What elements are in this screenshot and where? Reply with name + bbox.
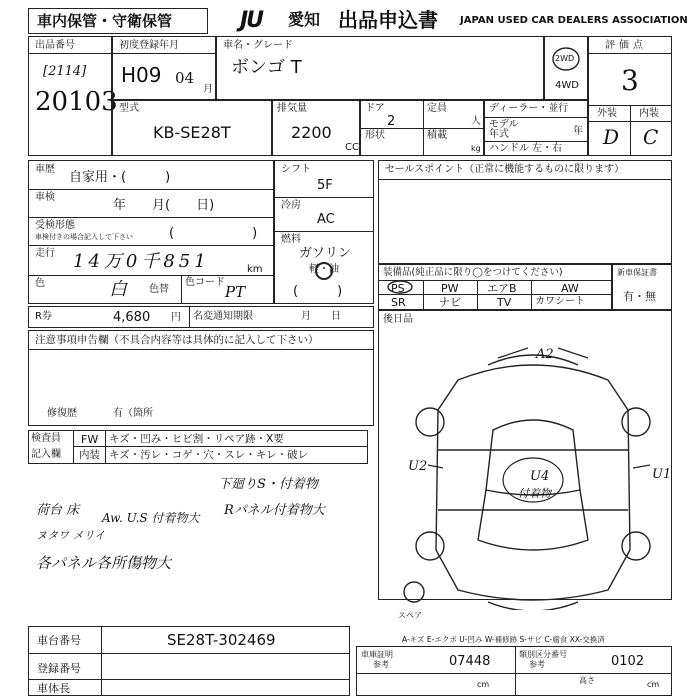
two-wd: 2WD: [555, 54, 575, 63]
displacement-value: 2200: [291, 123, 332, 142]
reference-value: 07448: [449, 654, 491, 669]
option-aw: AW: [561, 282, 579, 295]
warranty-label: 新車保証書: [617, 268, 657, 277]
model-box: [216, 36, 544, 100]
lot-box: [28, 36, 118, 156]
diagram-u4: U4: [530, 469, 550, 484]
tax-label: R券: [35, 311, 52, 322]
model-label: 車名・グレード: [223, 40, 293, 51]
capacity-label: 定員: [427, 103, 447, 114]
inspector-label: 検査員: [31, 433, 61, 444]
color-label: 色: [35, 278, 45, 289]
note-line-1: 下廻りS・付着物: [218, 477, 318, 492]
diagram-u4-note: 付着物: [518, 487, 551, 500]
expiry-label: 名変通知期限: [193, 311, 253, 322]
usage-label: 車歴: [35, 164, 55, 175]
chassis-value: SE28T-302469: [167, 631, 276, 649]
warranty-value: 有・無: [623, 290, 656, 303]
model-name: ボンゴ T: [231, 57, 302, 78]
exterior-grade: D: [603, 125, 620, 149]
lot-label: 出品番号: [35, 40, 75, 51]
chassis-label: 車台番号: [37, 634, 81, 647]
damage-legend: A-キズ E-エクボ U-凹み W-補修跡 S-サビ C-腐食 XX-交換済: [402, 635, 605, 644]
note-line-5: ヌタワ メリイ: [36, 529, 106, 542]
model-year-sub: 年式: [489, 129, 509, 140]
received-note: 車検付きの場合記入して下さい: [35, 233, 133, 241]
cm-unit-2: cm: [647, 680, 660, 689]
storage-label-box: [28, 8, 208, 34]
spare-label: スペア: [398, 611, 422, 620]
year-unit: 年: [573, 126, 583, 137]
note-line-6: 各パネル各所傷物大: [36, 554, 172, 572]
dealer-label: ディーラー・並行: [489, 103, 569, 114]
capacity-unit: 人: [471, 116, 481, 127]
org-name: 愛知: [288, 10, 321, 29]
fuel-other: 軽・油: [309, 264, 339, 275]
interior-options: キズ・汚レ・コゲ・穴・スレ・キレ・破レ: [109, 449, 309, 461]
usage-value: 自家用・( ): [69, 170, 171, 185]
inspection-label: 車検: [35, 192, 55, 203]
option-seat: カワシート: [535, 296, 585, 307]
four-wd: 4WD: [555, 80, 579, 91]
fw-options: キズ・凹み・ヒビ割・リペア跡・X要: [109, 433, 284, 445]
ac-value: AC: [317, 212, 335, 227]
option-tv: TV: [497, 296, 512, 309]
expiry-value: 月 日: [301, 311, 341, 322]
warranty-box: [612, 264, 672, 310]
doors-label: ドア: [365, 103, 385, 114]
rating-score: 3: [621, 64, 639, 97]
note-line-2: 荷台 床: [36, 503, 80, 518]
color-value: 白: [109, 279, 127, 300]
reg-month-unit: 月: [203, 84, 213, 95]
first-reg-box: [112, 36, 216, 100]
ju-logo: JU: [240, 8, 263, 33]
reg2-label: 車体長: [37, 682, 70, 695]
tax-unit: 円: [171, 312, 181, 323]
rating-box: [588, 36, 672, 156]
org-english: JAPAN USED CAR DEALERS ASSOCIATION: [460, 15, 688, 26]
ps-circle-icon: [387, 280, 413, 294]
sales-point-label: セールスポイント（正常に機能するものに限ります）: [385, 164, 625, 175]
option-sr: SR: [391, 296, 406, 309]
notes-label: 注意事項申告欄（不具合内容等は具体的に記入して下さい）: [35, 334, 319, 346]
reg-label: 登録番号: [37, 662, 81, 675]
load-label: 積載: [427, 130, 447, 141]
first-reg-label: 初度登録年月: [119, 40, 179, 51]
interior-tag: 内装: [79, 449, 100, 461]
option-navi: ナビ: [439, 296, 461, 309]
lot-bracket: [2114]: [43, 64, 87, 79]
option-pw: PW: [441, 282, 459, 295]
category-label: 類別区分番号: [519, 650, 567, 659]
inspector-box: [28, 430, 368, 464]
fuel-value: ガソリン: [299, 246, 352, 261]
tax-value: 4,680: [113, 310, 151, 325]
handle-label: ハンドル 左・右: [489, 143, 563, 154]
exterior-label: 外装: [597, 108, 617, 119]
era-year: H09: [121, 63, 162, 87]
dealer-box: [484, 100, 588, 156]
option-ps: PS: [391, 282, 405, 295]
doors-value: 2: [387, 114, 396, 129]
received-value: ( ): [169, 226, 258, 241]
color-code-label: 色コード: [185, 277, 225, 288]
cm-unit-1: cm: [477, 680, 490, 689]
fuel-label: 燃料: [281, 234, 301, 245]
repaint-label: 色替: [149, 284, 169, 295]
reference-box: [356, 646, 672, 696]
repair-label: 修復歴: [47, 408, 77, 419]
shift-value: 5F: [317, 178, 333, 193]
height-label: 高さ: [579, 676, 595, 685]
diagram-a2: A2: [536, 347, 554, 362]
storage-label: 車内保管・守衛保管: [37, 12, 173, 30]
load-unit: kg: [471, 144, 481, 153]
equipment-box: [274, 160, 374, 304]
repair-value: 有（箇所: [113, 408, 153, 419]
displacement-box: [272, 100, 360, 156]
notes-box: [28, 330, 374, 426]
sheet-title: 出品申込書: [338, 8, 438, 32]
type-label: 型式: [119, 103, 139, 114]
doors-box: [360, 100, 484, 156]
drive-box: [544, 36, 588, 100]
category-ref: 参考: [529, 660, 545, 669]
entry-label: 記入欄: [31, 449, 61, 460]
category-value: 0102: [611, 654, 645, 669]
displacement-unit: CC: [345, 142, 359, 153]
fuel-circle-icon: [314, 261, 334, 281]
interior-grade: C: [643, 125, 659, 149]
fuel-paren: ( ): [293, 284, 343, 299]
sales-point-box: [378, 160, 672, 264]
history-box: [28, 160, 274, 304]
tax-box: [28, 306, 374, 328]
shape-label: 形状: [365, 130, 385, 141]
inspection-value: 年 月( 日): [113, 198, 215, 213]
displacement-label: 排気量: [277, 103, 307, 114]
fw-tag: FW: [81, 433, 99, 446]
lot-number: 20103: [35, 87, 118, 117]
mileage-label: 走行: [35, 248, 55, 259]
ac-label: 冷房: [281, 200, 301, 211]
rear-seat-label: 後日品: [383, 314, 413, 325]
diagram-u1: U1: [652, 467, 672, 482]
shift-label: シフト: [281, 164, 311, 175]
chassis-box: [28, 626, 350, 696]
model-year-label: モデル: [489, 119, 519, 130]
reference-label: 参考: [373, 660, 389, 669]
type-box: [112, 100, 272, 156]
reg-month: 04: [175, 69, 195, 87]
diagram-u2: U2: [408, 459, 428, 474]
interior-label: 内装: [639, 108, 659, 119]
note-line-3: Aw. U.S 付着物大: [102, 511, 200, 525]
note-line-4: Rパネル付着物大: [224, 503, 325, 518]
rating-label: 評価点: [605, 40, 647, 51]
received-label: 受検形態: [35, 220, 75, 231]
options-box: [378, 264, 612, 310]
color-code-value: PT: [225, 283, 246, 301]
inspect-label: 車庫証明: [361, 650, 393, 659]
mileage-value: 14万0千851: [73, 251, 210, 272]
options-label: 装備品(純正品に限り◯をつけてください): [383, 267, 563, 278]
option-airbag: エアB: [487, 282, 517, 295]
type-value: KB-SE28T: [153, 123, 231, 142]
mileage-unit: km: [247, 264, 263, 275]
